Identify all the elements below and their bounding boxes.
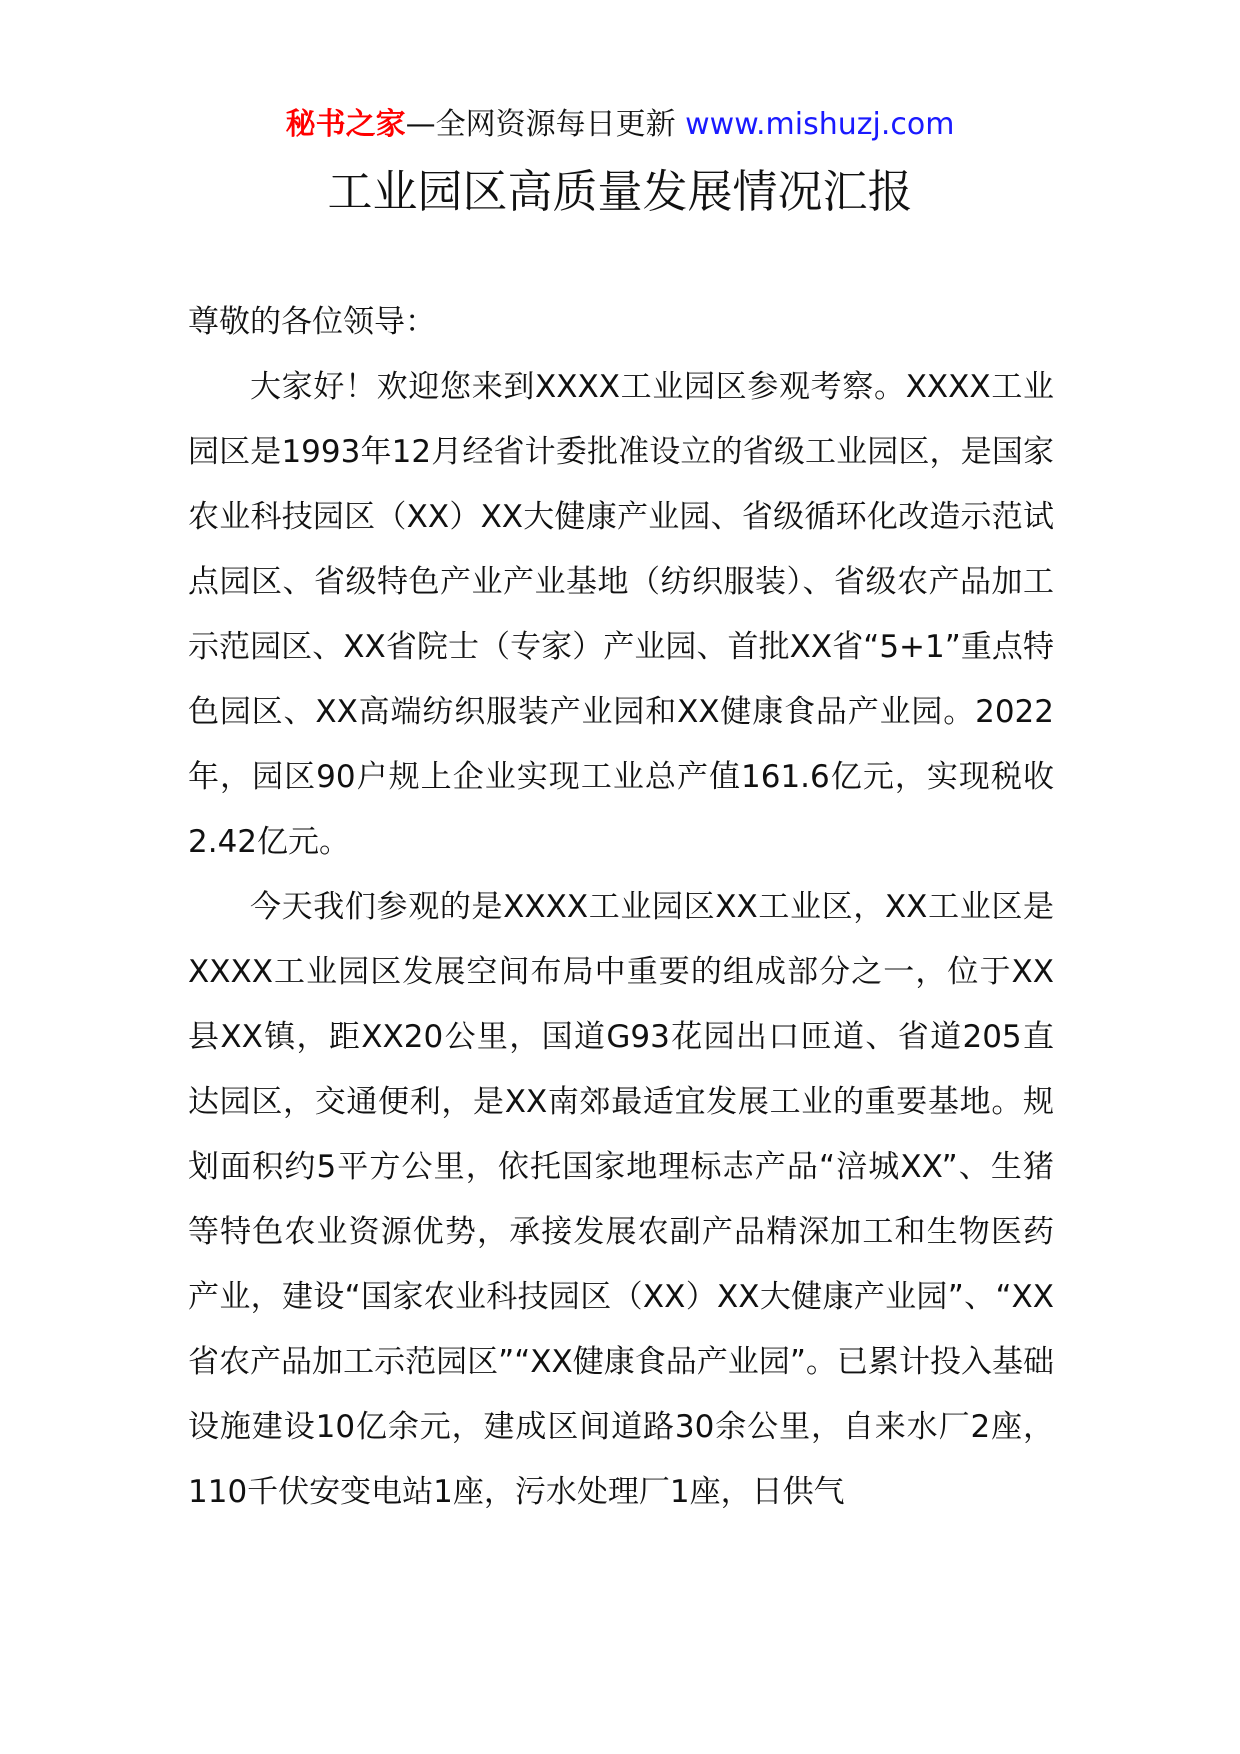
site-header-banner: [0, 103, 1240, 147]
header-tagline: —全网资源每日更新: [405, 107, 686, 142]
document-body: [188, 290, 1054, 1525]
brand-name: 秘书之家: [285, 107, 406, 142]
site-url-link[interactable]: www.mishuzj.com: [685, 107, 955, 142]
paragraph-industrial-zone: 今天我们参观的是XXXX工业园区XX工业区，XX工业区是XXXX工业园区发展空间布局中重要的组成部分之一，位于XX县XX镇，距XX20公里，国道G93花园出口匝道、省道205直达园区，交通便利，是XX南郊最适宜发展工业的重要基地。规划面积约5平方公里，依托国家地理标志产品“涪城XX”、生猪等特色农业资源优势，承接发展农副产品精深加工和生物医药产业，建设“国家农业科技园区（XX）XX大健康产业园”、“XX省农产品加工示范园区”“XX健康食品产业园”。已累计投入基础设施建设10亿余元，建成区间道路30余公里，自来水厂2座，110千伏安变电站1座，污水处理厂1座，日供气: [188, 889, 1054, 1510]
document-title: 工业园区高质量发展情况汇报: [327, 165, 913, 218]
salutation: 尊敬的各位领导：: [188, 304, 436, 340]
paragraph-intro: 大家好！欢迎您来到XXXX工业园区参观考察。XXXX工业园区是1993年12月经省计委批准设立的省级工业园区，是国家农业科技园区（XX）XX大健康产业园、省级循环化改造示范试点园区、省级特色产业产业基地（纺织服装）、省级农产品加工示范园区、XX省院士（专家）产业园、首批XX省“5+1”重点特色园区、XX高端纺织服装产业园和XX健康食品产业园。2022年，园区90户规上企业实现工业总产值161.6亿元，实现税收2.42亿元。: [188, 369, 1054, 860]
